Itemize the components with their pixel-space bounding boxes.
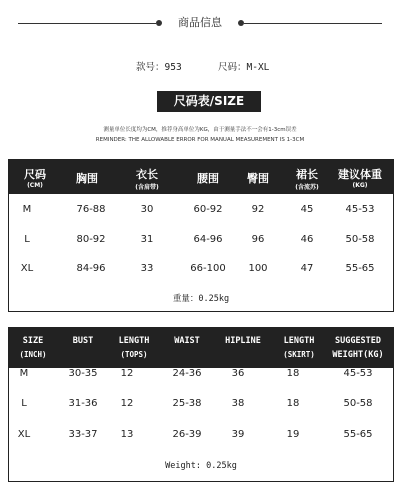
row-weight: 50-58 xyxy=(343,398,373,409)
weight-note: 重量：0.25kg xyxy=(172,294,230,304)
header-line-left xyxy=(18,23,156,24)
header-length-skirt-sub: (SKIRT) xyxy=(283,350,315,359)
row-size: XL xyxy=(20,263,34,274)
weight-note: Weight: 0.25kg xyxy=(165,461,237,471)
row-bust: 84-96 xyxy=(76,263,106,274)
row-waist: 66-100 xyxy=(190,263,226,274)
row-length: 33 xyxy=(140,263,154,274)
table-header xyxy=(9,160,393,194)
header-waist: 腰围 xyxy=(197,172,219,185)
row-bust: 76-88 xyxy=(76,204,106,215)
note-cn: 测量单位长度均为CM，推荐身高单位为KG，由于测量手法不一会有1-3cm误差 xyxy=(103,127,297,133)
header-size: 尺码 xyxy=(24,168,46,181)
row-hip: 36 xyxy=(231,368,245,379)
row-size: L xyxy=(24,234,30,245)
row-size: M xyxy=(22,204,32,215)
row-waist: 26-39 xyxy=(172,429,202,440)
size-chart-tag: 尺码表/SIZE xyxy=(157,91,261,112)
size-table-en xyxy=(8,327,394,482)
header-line-right xyxy=(244,23,382,24)
row-bust: 30-35 xyxy=(68,368,98,379)
row-length: 31 xyxy=(140,234,154,245)
row-hip: 38 xyxy=(231,398,245,409)
style-number: 款号：953 xyxy=(136,62,182,73)
row-weight: 55-65 xyxy=(345,263,375,274)
row-weight: 45-53 xyxy=(343,368,373,379)
size-table-cn xyxy=(8,159,394,312)
header-size: SIZE xyxy=(22,336,44,346)
header-weight-kg: WEIGHT(KG) xyxy=(332,350,384,360)
header-bust: 胸围 xyxy=(76,172,98,185)
row-hip: 96 xyxy=(251,234,265,245)
header-weight: 建议体重 xyxy=(338,168,382,181)
row-hip: 100 xyxy=(248,263,268,274)
row-weight: 55-65 xyxy=(343,429,373,440)
header-size-unit: (INCH) xyxy=(19,350,47,359)
row-length: 12 xyxy=(120,398,134,409)
header-title: 商品信息 xyxy=(178,16,222,29)
header-skirt-length: 裙长 xyxy=(296,168,318,181)
row-skirt: 18 xyxy=(286,368,300,379)
header-bust: BUST xyxy=(72,336,94,346)
header-size-unit: (CM) xyxy=(27,182,43,189)
row-size: L xyxy=(21,398,27,409)
row-weight: 45-53 xyxy=(345,204,375,215)
row-bust: 33-37 xyxy=(68,429,98,440)
row-bust: 80-92 xyxy=(76,234,106,245)
header-hipline: HIPLINE xyxy=(225,336,261,346)
row-hip: 92 xyxy=(251,204,265,215)
row-skirt: 45 xyxy=(300,204,314,215)
row-waist: 64-96 xyxy=(193,234,223,245)
row-length: 30 xyxy=(140,204,154,215)
table-header xyxy=(9,328,393,368)
section-header xyxy=(0,11,400,35)
row-skirt: 46 xyxy=(300,234,314,245)
header-length-skirt: LENGTH xyxy=(283,336,315,346)
header-hip: 臀围 xyxy=(247,172,269,185)
row-waist: 24-36 xyxy=(172,368,202,379)
size-range: 尺码：M-XL xyxy=(218,62,270,73)
row-length: 13 xyxy=(120,429,134,440)
header-weight-unit: (KG) xyxy=(352,182,368,189)
header-waist: WAIST xyxy=(174,336,200,346)
row-skirt: 47 xyxy=(300,263,314,274)
row-bust: 31-36 xyxy=(68,398,98,409)
row-length: 12 xyxy=(120,368,134,379)
row-size: XL xyxy=(17,429,31,440)
row-waist: 25-38 xyxy=(172,398,202,409)
header-suggested: SUGGESTED xyxy=(334,336,382,346)
header-length-top: 衣长 xyxy=(136,168,158,181)
row-waist: 60-92 xyxy=(193,204,223,215)
row-size: M xyxy=(19,368,29,379)
row-skirt: 19 xyxy=(286,429,300,440)
header-skirt-length-sub: (含流苏) xyxy=(295,184,319,191)
note-en: REMINDER: THE ALLOWABLE ERROR FOR MANUAL MEASUREMENT IS 1-3CM xyxy=(95,137,305,143)
row-hip: 39 xyxy=(231,429,245,440)
row-weight: 50-58 xyxy=(345,234,375,245)
row-skirt: 18 xyxy=(286,398,300,409)
header-length-tops-sub: (TOPS) xyxy=(120,350,148,359)
header-length-tops: LENGTH xyxy=(118,336,150,346)
header-length-top-sub: (含肩带) xyxy=(135,184,159,191)
